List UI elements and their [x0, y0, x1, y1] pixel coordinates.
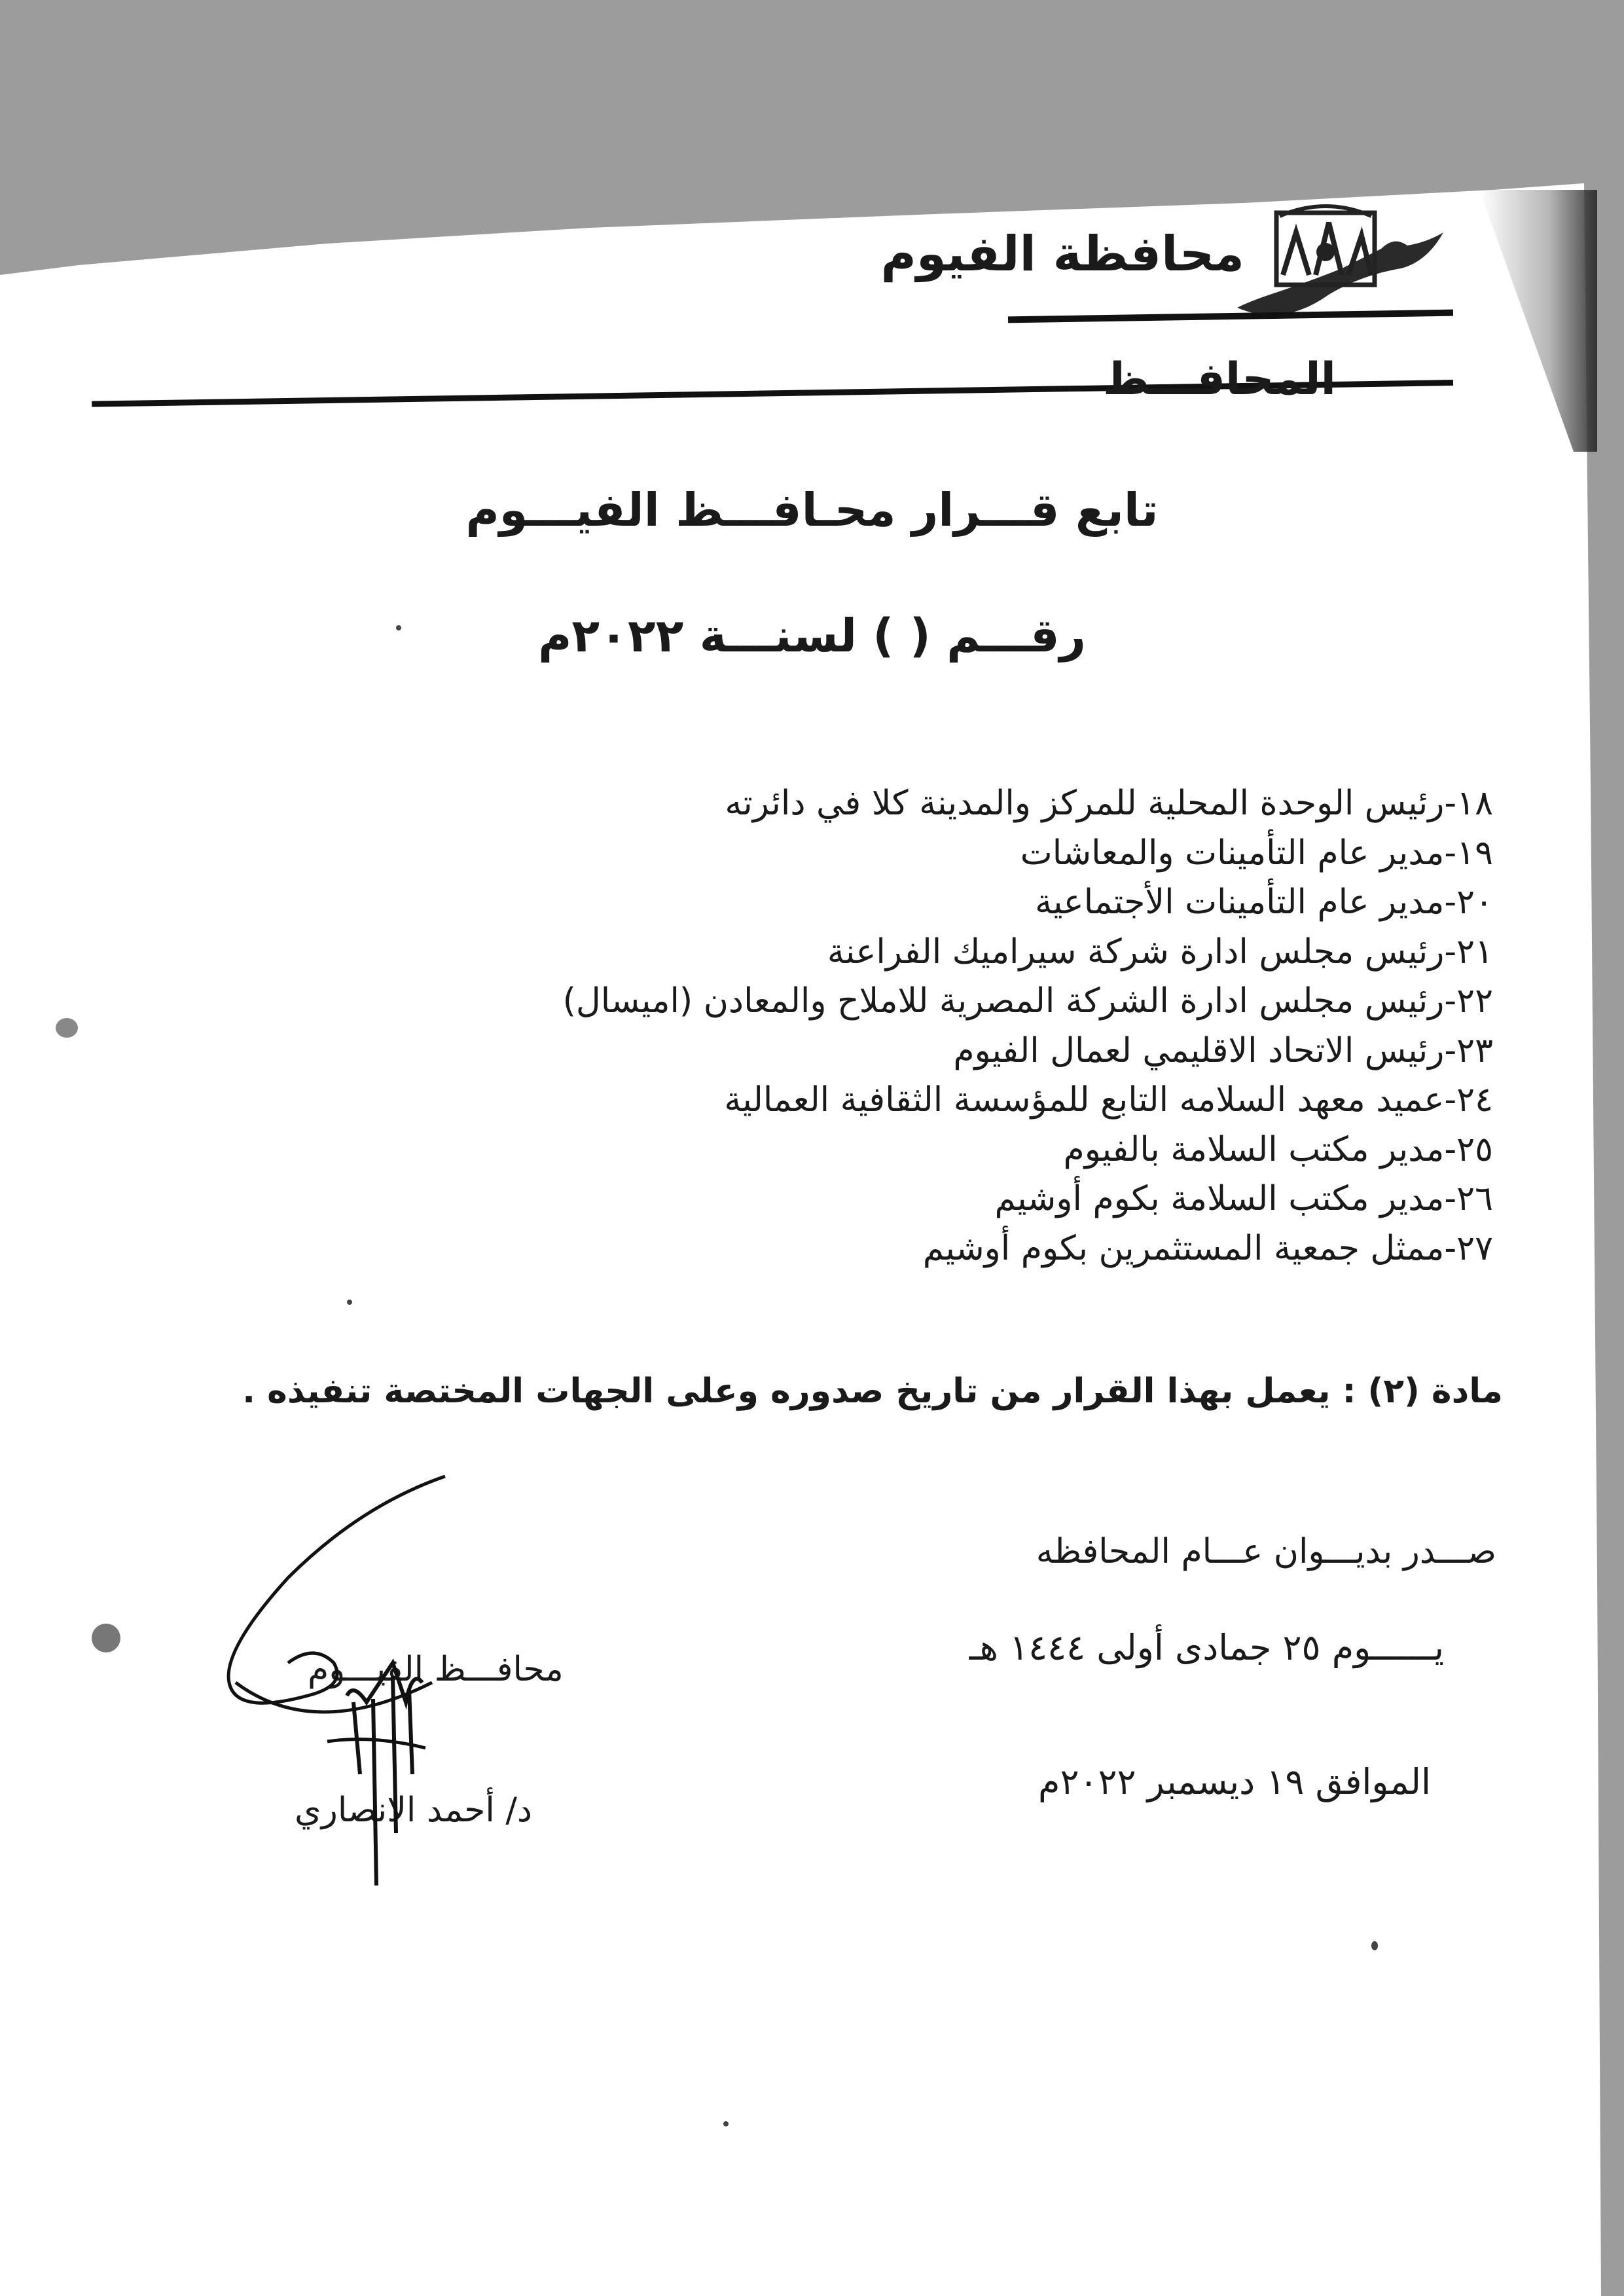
list-item: ١٩-مدير عام التأمينات والمعاشات	[1020, 833, 1493, 873]
gregorian-date: الموافق ١٩ ديسمبر ٢٠٢٢م	[1038, 1761, 1431, 1802]
signatory-title: محافـــظ الفيـــوم	[308, 1650, 564, 1689]
scan-speck	[1371, 1941, 1378, 1950]
decision-number: رقـــم ( ) لسنـــة ٢٠٢٢م	[538, 609, 1086, 663]
list-item: ٢٥-مدير مكتب السلامة بالفيوم	[1063, 1129, 1493, 1169]
list-item: ٢٧-ممثل جمعية المستثمرين بكوم أوشيم	[922, 1228, 1493, 1268]
list-item: ٢٦-مدير مكتب السلامة بكوم أوشيم	[994, 1179, 1493, 1218]
scan-speck	[347, 1300, 352, 1305]
scan-speck	[396, 625, 401, 630]
list-item: ٢٠-مدير عام التأمينات الأجتماعية	[1035, 883, 1493, 922]
signatory-name: د/ أحمد الانصاري	[295, 1791, 533, 1830]
recipients-list	[563, 779, 1493, 1273]
list-item: ٢٢-رئيس مجلس ادارة الشركة المصرية للاملاح والمعادن (اميسال)	[562, 981, 1493, 1021]
handwritten-signature-icon	[196, 1467, 563, 1899]
scan-speck	[56, 1018, 78, 1038]
governorate-emblem-icon	[1231, 196, 1447, 327]
office-title: المحافـــظ	[1102, 354, 1336, 405]
list-item: ٢٤-عميد معهد السلامه التابع للمؤسسة الثقافية العمالية	[724, 1080, 1493, 1120]
scan-speck	[723, 2121, 729, 2126]
article-2: مادة (٢) : يعمل بهذا القرار من تاريخ صدوره وعلى الجهات المختصة تنفيذه .	[242, 1372, 1503, 1411]
scan-speck	[92, 1624, 120, 1652]
list-item: ٢١-رئيس مجلس ادارة شركة سيراميك الفراعنة	[827, 932, 1493, 972]
decision-title: تابع قـــرار محـافـــظ الفيـــوم	[465, 483, 1159, 537]
list-item: ٢٣-رئيس الاتحاد الاقليمي لعمال الفيوم	[953, 1030, 1493, 1070]
issued-at: صـــدر بديـــوان عـــام المحافظه	[1036, 1532, 1496, 1571]
hijri-date: يــــــوم ٢٥ جمادى أولى ١٤٤٤ هـ	[969, 1627, 1444, 1668]
governorate-name: محافظة الفيوم	[880, 226, 1244, 282]
list-item: ١٨-رئيس الوحدة المحلية للمركز والمدينة كلا في دائرته	[725, 784, 1493, 823]
